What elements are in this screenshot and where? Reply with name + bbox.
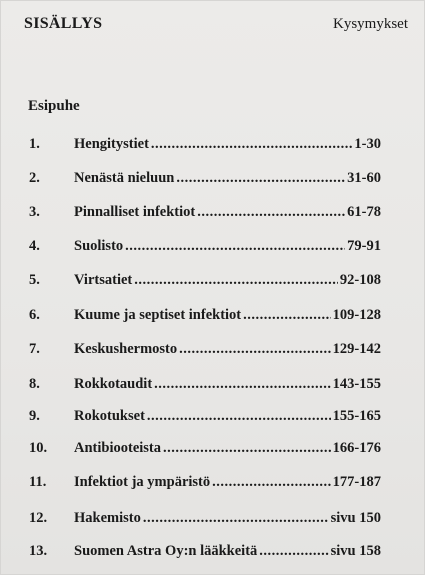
toc-item-entry (74, 408, 381, 425)
toc-item-title: Nenästä nieluun (74, 170, 175, 186)
toc-item-title: Virtsatiet (74, 272, 133, 288)
toc-item-entry (74, 238, 381, 255)
toc-item-number: 11. (29, 474, 47, 490)
toc-item-pages: 155-165 (332, 408, 381, 424)
section-header: Kysymykset (333, 16, 408, 32)
toc-item-pages: 79-91 (347, 238, 381, 254)
toc-item-entry (74, 204, 381, 221)
toc-leader-dots (243, 307, 331, 324)
toc-leader-dots (134, 272, 338, 289)
toc-item-number: 9. (29, 408, 40, 424)
toc-item-pages: 166-176 (332, 440, 381, 456)
toc-item-number: 5. (29, 272, 40, 288)
toc-item-entry (74, 543, 381, 560)
toc-item-number: 7. (29, 341, 40, 357)
toc-item-title: Kuume ja septiset infektiot (74, 307, 242, 323)
toc-leader-dots (125, 238, 345, 255)
toc-item-number: 6. (29, 307, 40, 323)
toc-item (1, 507, 425, 531)
toc-item-number: 1. (29, 136, 40, 152)
toc-leader-dots (176, 170, 345, 187)
toc-leader-dots (147, 408, 331, 425)
toc-item (1, 405, 425, 429)
toc-item-title: Infektiot ja ympäristö (74, 474, 211, 490)
toc-item-pages: 143-155 (332, 376, 381, 392)
toc-leader-dots (143, 510, 329, 527)
toc-leader-dots (163, 440, 331, 457)
toc-item-entry (74, 136, 381, 153)
toc-item-number: 8. (29, 376, 40, 392)
toc-item-entry (74, 170, 381, 187)
toc-item-pages: sivu 158 (330, 543, 381, 559)
toc-item (1, 338, 425, 362)
toc-item-pages: 109-128 (332, 307, 381, 323)
toc-item-title: Rokotukset (74, 408, 145, 424)
page-title: SISÄLLYS (24, 15, 103, 32)
toc-item-entry (74, 474, 381, 491)
toc-item-title: Hakemisto (74, 510, 141, 526)
toc-item-title: Rokkotaudit (74, 376, 153, 392)
toc-item (1, 167, 425, 191)
toc-item-pages: 177-187 (332, 474, 381, 490)
toc-item (1, 133, 425, 157)
toc-item-title: Antibiooteista (74, 440, 161, 456)
toc-item-title: Hengitystiet (74, 136, 149, 152)
toc-item-entry (74, 272, 381, 289)
toc-item (1, 201, 425, 225)
toc-item-title: Keskushermosto (74, 341, 178, 357)
toc-item (1, 437, 425, 461)
toc-item-title: Pinnalliset infektiot (74, 204, 196, 220)
toc-item (1, 373, 425, 397)
toc-leader-dots (259, 543, 328, 560)
toc-item (1, 235, 425, 259)
toc-leader-dots (212, 474, 331, 491)
toc-item-pages: sivu 150 (330, 510, 381, 526)
toc-item-pages: 61-78 (347, 204, 381, 220)
toc-item-entry (74, 510, 381, 527)
toc-item-number: 3. (29, 204, 40, 220)
toc-item-entry (74, 341, 381, 358)
toc-item-pages: 92-108 (339, 272, 381, 288)
toc-item-number: 13. (29, 543, 48, 559)
toc-item (1, 269, 425, 293)
toc-item-pages: 129-142 (332, 341, 381, 357)
preface-heading: Esipuhe (28, 98, 80, 114)
toc-item (1, 540, 425, 564)
toc-item-number: 2. (29, 170, 40, 186)
toc-item-number: 4. (29, 238, 40, 254)
toc-item-pages: 1-30 (354, 136, 381, 152)
toc-leader-dots (151, 136, 353, 153)
toc-item-title: Suolisto (74, 238, 124, 254)
toc-item (1, 471, 425, 495)
toc-item-entry (74, 307, 381, 324)
toc-leader-dots (197, 204, 345, 221)
toc-leader-dots (179, 341, 331, 358)
toc-leader-dots (154, 376, 330, 393)
toc-item-number: 10. (29, 440, 48, 456)
toc-item (1, 304, 425, 328)
toc-item-pages: 31-60 (347, 170, 381, 186)
toc-item-number: 12. (29, 510, 48, 526)
toc-item-title: Suomen Astra Oy:n lääkkeitä (74, 543, 258, 559)
toc-item-entry (74, 440, 381, 457)
toc-item-entry (74, 376, 381, 393)
